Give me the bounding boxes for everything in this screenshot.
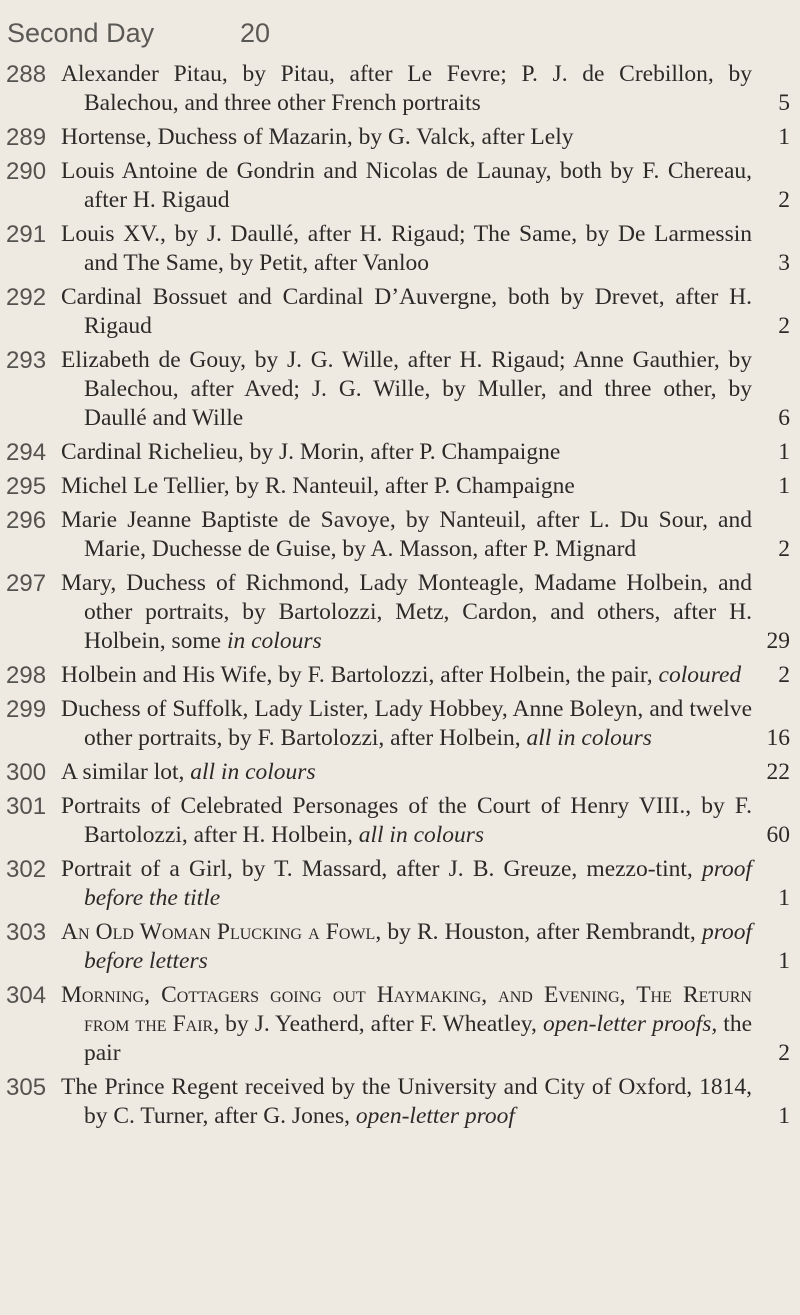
- lot-entry: [0, 506, 796, 564]
- lot-text: Marie Jeanne Baptiste de Savoye, by Nanteuil, after L. Du Sour, and Marie, Duchesse de Guise, by A. Masson, after P. Mignard: [61, 507, 752, 562]
- lot-entry: [0, 981, 796, 1068]
- lot-quantity: 2: [778, 187, 790, 213]
- lot-description: [61, 758, 792, 787]
- lot-entry: [0, 472, 796, 501]
- lot-number: 302: [6, 856, 47, 883]
- lot-italic-note: coloured: [658, 662, 742, 688]
- lot-entry: [0, 1073, 796, 1131]
- lot-entry: [0, 758, 796, 787]
- lot-entry: [0, 695, 796, 753]
- day-heading: Second Day: [7, 18, 155, 48]
- lot-italic-note: open-letter proofs,: [542, 1011, 718, 1037]
- lot-italic-note: open-letter proof: [355, 1103, 515, 1129]
- lot-quantity: 5: [778, 90, 790, 116]
- lot-number: 290: [6, 158, 47, 185]
- lot-number: 298: [6, 662, 47, 689]
- lot-text: Louis Antoine de Gondrin and Nicolas de Launay, both by F. Chereau, after H. Rigaud: [61, 158, 752, 213]
- lot-number: 301: [6, 793, 47, 820]
- lot-number: 299: [6, 696, 47, 723]
- lot-number: 292: [6, 284, 47, 311]
- lot-quantity: 22: [766, 759, 790, 785]
- lot-text: Elizabeth de Gouy, by J. G. Wille, after H. Rigaud; Anne Gauthier, by Balechou, after Aved; J. G. Wille, by Muller, and three other, by Daullé and Wille: [61, 347, 752, 431]
- lot-quantity: 1: [778, 948, 790, 974]
- lot-number: 291: [6, 221, 47, 248]
- lot-title-smallcaps: An Old Woman Plucking a Fowl: [61, 919, 376, 945]
- lot-entry: [0, 346, 796, 433]
- lot-description: [61, 472, 792, 501]
- lot-entry: [0, 438, 796, 467]
- lot-description: [61, 220, 792, 278]
- lot-italic-note: in colours: [226, 628, 322, 654]
- lot-italic-note: proof before the title: [84, 856, 752, 911]
- lot-description: [61, 438, 792, 467]
- lot-text-tail: the pair: [84, 1011, 753, 1066]
- lot-description: [61, 981, 792, 1068]
- lot-text: Alexander Pitau, by Pitau, after Le Fevre; P. J. de Crebillon, by Balechou, and three other French portraits: [61, 61, 752, 116]
- lot-quantity: 3: [778, 250, 790, 276]
- lot-number: 297: [6, 570, 47, 597]
- lot-text: Holbein and His Wife, by F. Bartolozzi, after Holbein, the pair,: [61, 662, 659, 688]
- lot-entry: [0, 283, 796, 341]
- lot-description: [61, 855, 792, 913]
- lot-quantity: 2: [778, 313, 790, 339]
- lot-italic-note: all in colours: [190, 759, 316, 785]
- lot-description: [61, 1073, 792, 1131]
- lot-quantity: 1: [778, 885, 790, 911]
- lot-quantity: 1: [778, 1103, 790, 1129]
- lot-description: [61, 918, 792, 976]
- lot-quantity: 29: [766, 628, 790, 654]
- lot-number: 303: [6, 919, 47, 946]
- lot-entry: [0, 792, 796, 850]
- lot-quantity: 60: [766, 822, 790, 848]
- lot-text: Michel Le Tellier, by R. Nanteuil, after P. Champaigne: [61, 473, 575, 499]
- lot-text: Duchess of Suffolk, Lady Lister, Lady Hobbey, Anne Boleyn, and twelve other portraits, by F. Bartolozzi, after Holbein,: [61, 696, 752, 751]
- lot-text: The Prince Regent received by the University and City of Oxford, 1814, by C. Turner, after G. Jones,: [61, 1074, 752, 1129]
- lot-number: 288: [6, 61, 47, 88]
- lot-entry: [0, 661, 796, 690]
- lot-entry: [0, 918, 796, 976]
- lot-quantity: 2: [778, 536, 790, 562]
- lot-description: [61, 157, 792, 215]
- lot-quantity: 2: [778, 662, 790, 688]
- lot-entry: [0, 60, 796, 118]
- page-number: 20: [240, 18, 271, 48]
- lot-description: [61, 661, 792, 690]
- lot-number: 293: [6, 347, 47, 374]
- lot-text: , by J. Yeatherd, after F. Wheatley,: [213, 1011, 543, 1037]
- lot-list: [0, 60, 800, 1136]
- lot-entry: [0, 123, 796, 152]
- lot-description: [61, 695, 792, 753]
- lot-text: Portraits of Celebrated Personages of the Court of Henry VIII., by F. Bartolozzi, after H. Holbein,: [61, 793, 752, 848]
- lot-text: Mary, Duchess of Richmond, Lady Monteagle, Madame Holbein, and other portraits, by Bartolozzi, Metz, Cardon, and others, after H. Holbein, some: [61, 570, 752, 654]
- lot-description: [61, 283, 792, 341]
- lot-description: [61, 792, 792, 850]
- lot-description: [61, 346, 792, 433]
- lot-number: 304: [6, 982, 47, 1009]
- lot-number: 300: [6, 759, 47, 786]
- lot-text: Cardinal Bossuet and Cardinal D’Auvergne, both by Drevet, after H. Rigaud: [61, 284, 752, 339]
- lot-quantity: 1: [778, 124, 790, 150]
- lot-entry: [0, 569, 796, 656]
- lot-entry: [0, 220, 796, 278]
- lot-text: Hortense, Duchess of Mazarin, by G. Valck, after Lely: [61, 124, 574, 150]
- lot-number: 295: [6, 473, 47, 500]
- lot-number: 289: [6, 124, 47, 151]
- lot-number: 305: [6, 1074, 47, 1101]
- lot-italic-note: all in colours: [358, 822, 485, 848]
- lot-description: [61, 506, 792, 564]
- lot-text: Cardinal Richelieu, by J. Morin, after P. Champaigne: [61, 439, 561, 465]
- lot-text: Portrait of a Girl, by T. Massard, after J. B. Greuze, mezzo-tint,: [61, 856, 702, 882]
- lot-quantity: 2: [778, 1040, 790, 1066]
- lot-description: [61, 123, 792, 152]
- lot-description: [61, 60, 792, 118]
- lot-number: 296: [6, 507, 47, 534]
- page-header: [7, 18, 793, 58]
- lot-quantity: 1: [778, 473, 790, 499]
- lot-entry: [0, 855, 796, 913]
- lot-italic-note: proof before letters: [84, 919, 753, 974]
- lot-quantity: 6: [778, 405, 790, 431]
- lot-description: [61, 569, 792, 656]
- lot-number: 294: [6, 439, 47, 466]
- lot-text: Louis XV., by J. Daullé, after H. Rigaud; The Same, by De Larmessin and The Same, by Petit, after Vanloo: [61, 221, 752, 276]
- lot-text: , by R. Houston, after Rembrandt,: [375, 919, 702, 945]
- lot-title-smallcaps: Morning, Cottagers going out Haymaking, and Evening, The Return from the Fair: [61, 982, 752, 1037]
- lot-text: A similar lot,: [61, 759, 191, 785]
- lot-italic-note: all in colours: [526, 725, 652, 751]
- lot-quantity: 1: [778, 439, 790, 465]
- lot-entry: [0, 157, 796, 215]
- lot-quantity: 16: [766, 725, 790, 751]
